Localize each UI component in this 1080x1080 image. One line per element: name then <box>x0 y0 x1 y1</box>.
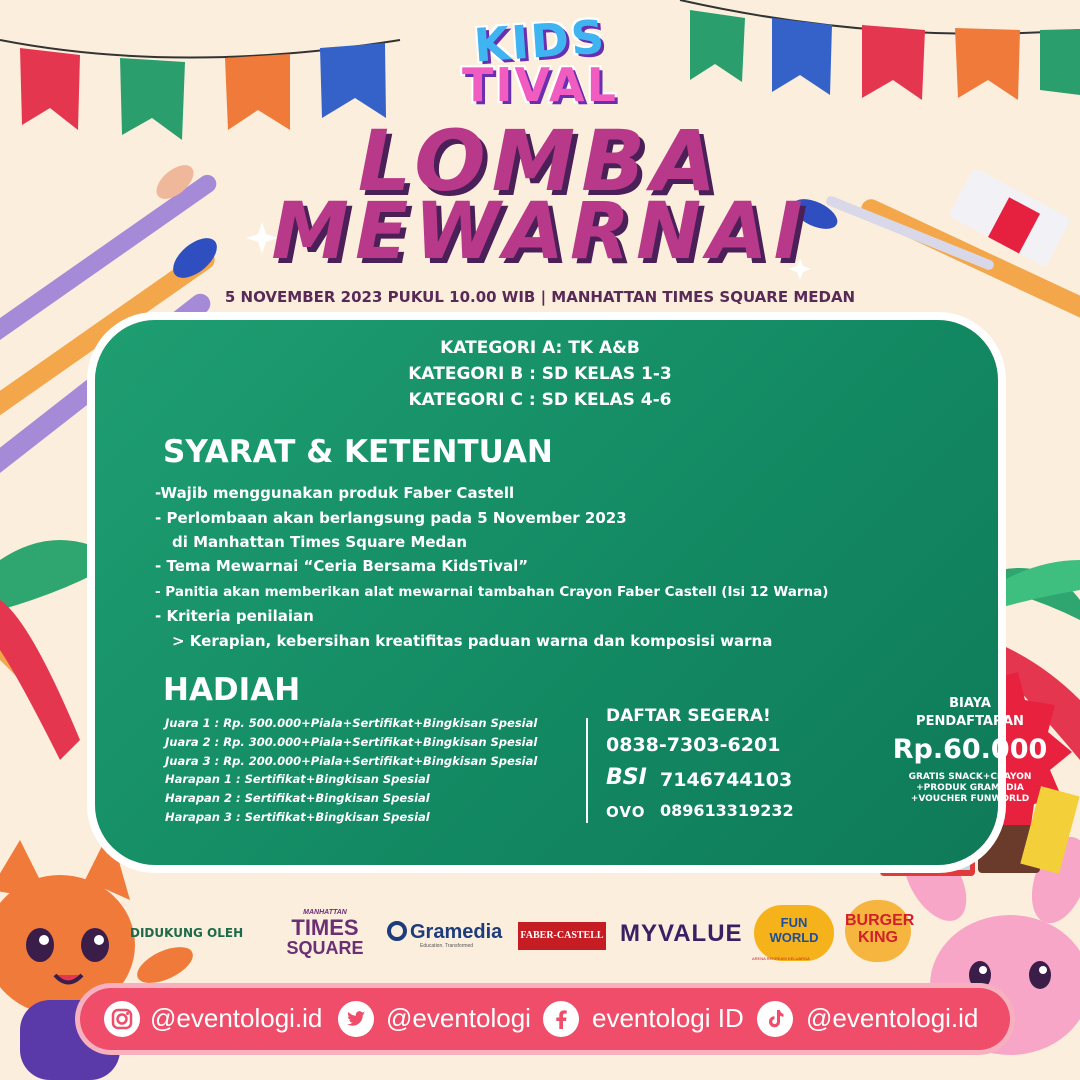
flag-blue-left <box>320 43 386 118</box>
facebook-icon[interactable] <box>543 1001 579 1037</box>
flag-blue-right <box>772 18 832 95</box>
category-b: KATEGORI B : SD KELAS 1-3 <box>408 364 672 384</box>
tiktok-handle[interactable]: @eventologi.id <box>806 1003 979 1033</box>
logo-line-tival: TIVAL <box>462 58 618 112</box>
times-square-top: MANHATTAN <box>303 909 347 916</box>
term-item: - Panitia akan memberikan alat mewarnai tambahan Crayon Faber Castell (Isi 12 Warna) <box>155 584 829 600</box>
fee-amount: Rp.60.000 <box>892 734 1048 765</box>
instagram-handle[interactable]: @eventologi.id <box>150 1003 323 1033</box>
flag-green-right <box>690 10 745 82</box>
terms-heading: SYARAT & KETENTUAN <box>163 434 553 470</box>
funworld-tagline: ARENA REKREASI KELUARGA <box>752 956 810 961</box>
twitter-icon[interactable] <box>338 1001 374 1037</box>
burger-king-line2: KING <box>858 929 898 946</box>
gramedia-logo <box>387 920 502 944</box>
logo-line-kids: KIDS <box>472 9 608 73</box>
myvalue-logo: MYVALUE <box>620 920 743 947</box>
term-item: - Perlombaan akan berlangsung pada 5 November 2023 <box>155 509 627 527</box>
flag-orange-right <box>955 28 1020 100</box>
term-item: - Kriteria penilaian <box>155 607 314 625</box>
term-item: -Wajib menggunakan produk Faber Castell <box>155 484 515 502</box>
title-line-2: MEWARNAI <box>271 187 809 277</box>
fee-badge-line2: PENDAFTARAN <box>916 714 1024 729</box>
kidstival-logo <box>440 9 640 118</box>
gramedia-tagline: Education. Transformed <box>420 943 474 949</box>
bsi-account-number: 7146744103 <box>660 769 793 791</box>
funworld-line2: WORLD <box>769 930 819 945</box>
register-heading: DAFTAR SEGERA! <box>606 706 771 726</box>
prize-item: Juara 1 : Rp. 500.000+Piala+Sertifikat+Bingkisan Spesial <box>165 716 538 730</box>
term-item: > Kerapian, kebersihan kreatifitas paduan warna dan komposisi warna <box>172 632 773 650</box>
twitter-handle[interactable]: @eventologi <box>386 1003 531 1033</box>
registration-divider <box>586 718 588 823</box>
gramedia-name: Gramedia <box>410 921 503 943</box>
burger-king-line1: BURGER <box>845 912 915 929</box>
bsi-logo-icon: BSI <box>606 765 647 790</box>
term-item: - Tema Mewarnai “Ceria Bersama KidsTival” <box>155 557 529 575</box>
times-square-line1: TIMES <box>291 915 359 940</box>
funworld-line1: FUN <box>780 915 808 930</box>
flag-red-right <box>862 25 925 100</box>
fee-badge-line1: BIAYA <box>949 696 991 711</box>
times-square-line2: SQUARE <box>286 938 364 958</box>
gramedia-icon <box>387 921 407 941</box>
ovo-account-number: 089613319232 <box>660 801 794 820</box>
prizes-heading: HADIAH <box>163 672 301 708</box>
category-c: KATEGORI C : SD KELAS 4-6 <box>408 390 672 410</box>
sponsors-label: DIDUKUNG OLEH <box>130 926 244 940</box>
prize-item: Harapan 2 : Sertifikat+Bingkisan Spesial <box>165 791 430 805</box>
prize-item: Harapan 3 : Sertifikat+Bingkisan Spesial <box>165 810 430 824</box>
burger-king-logo <box>845 900 915 962</box>
category-a: KATEGORI A: TK A&B <box>440 338 640 358</box>
prize-item: Harapan 1 : Sertifikat+Bingkisan Spesial <box>165 772 430 786</box>
fee-perk: +VOUCHER FUNWORLD <box>910 794 1030 804</box>
times-square-logo <box>275 905 375 961</box>
tiktok-icon[interactable] <box>757 1001 793 1037</box>
fee-perk: +PRODUK GRAMEDIA <box>916 783 1024 793</box>
ovo-logo-icon: OVO <box>606 803 646 821</box>
title-line-1: LOMBA <box>357 112 723 210</box>
prize-item: Juara 3 : Rp. 200.000+Piala+Sertifikat+Bingkisan Spesial <box>165 754 538 768</box>
register-phone[interactable]: 0838-7303-6201 <box>606 734 781 756</box>
faber-castell-logo: FABER-CASTELL <box>518 922 606 950</box>
fee-perk: GRATIS SNACK+CRAYON <box>908 772 1032 782</box>
funworld-logo <box>754 905 834 961</box>
event-date-location: 5 NOVEMBER 2023 PUKUL 10.00 WIB | MANHATTAN TIMES SQUARE MEDAN <box>224 288 856 306</box>
instagram-icon[interactable] <box>104 1001 140 1037</box>
term-item: di Manhattan Times Square Medan <box>172 533 468 551</box>
facebook-handle[interactable]: eventologi ID <box>592 1003 744 1033</box>
prize-item: Juara 2 : Rp. 300.000+Piala+Sertifikat+Bingkisan Spesial <box>165 735 538 749</box>
